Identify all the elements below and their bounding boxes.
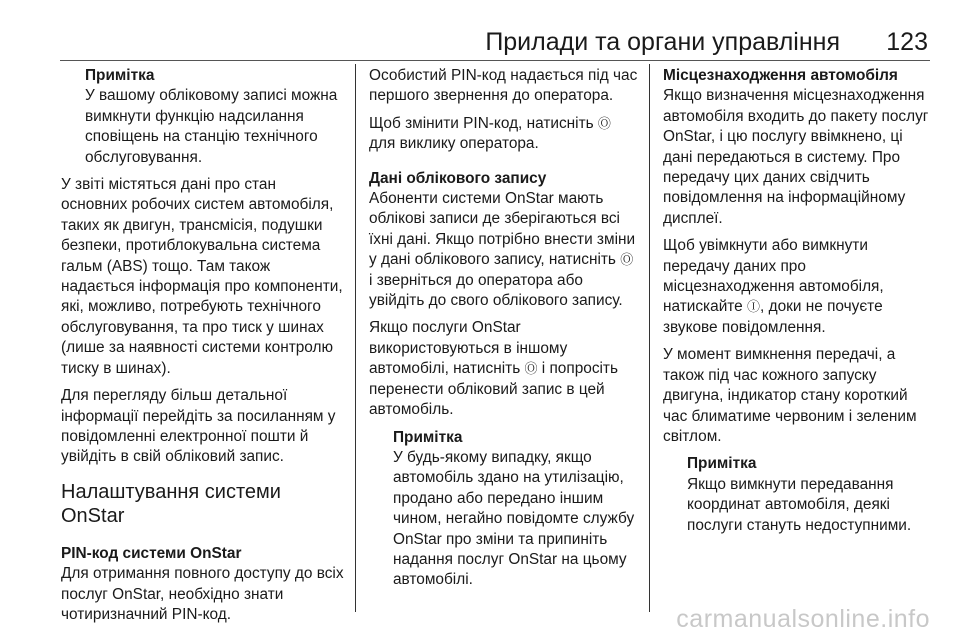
note-box	[663, 454, 933, 536]
text-run: Щоб увімкнути або вимкнути передачу даних про місцезнаходження автомобіля, натискайте	[663, 237, 884, 316]
paragraph	[369, 318, 639, 420]
paragraph: Для отримання повного доступу до всіх послуг OnStar, необхідно знати чотиризначний PIN-код.	[61, 565, 344, 623]
paragraph	[663, 236, 933, 338]
note-body: У вашому обліковому записі можна вимкнути функцію надсилання сповіщень на станцію технічного обслуговування.	[85, 87, 338, 166]
column-3	[663, 66, 933, 543]
text-run: і попросіть перенести обліковий запис в цей автомобіль.	[369, 360, 619, 419]
onstar-button-icon: Ⓞ	[524, 361, 538, 377]
note-title: Примітка	[393, 428, 463, 446]
paragraph: У момент вимкнення передачі, а також під час кожного запуску двигуна, індикатор стану короткий час блиматиме червоним і зеленим світлом.	[663, 346, 917, 445]
note-box	[61, 66, 345, 168]
onstar-button-icon: Ⓞ	[620, 252, 634, 268]
onstar-button-icon: Ⓞ	[597, 115, 611, 131]
text-run: Щоб змінити PIN-код, натисніть	[369, 114, 598, 132]
page-header	[60, 22, 930, 62]
watermark: carmanualsonline.info	[676, 605, 930, 633]
note-title: Примітка	[687, 455, 757, 473]
paragraph: У звіті містяться дані про стан основних робочих систем автомобіля, таких як двигун, трансмісія, подушки безпеки, протиблокувальна система гальм (ABS) тощо. Там також надається інформація про компоненти, які, можливо, потребують технічного обслуговування, та про тиск у шинах (лише за наявності системи контролю тиску в шинах).	[61, 176, 343, 377]
text-run: Якщо послуги OnStar використовуються в іншому автомобілі, натисніть	[369, 319, 568, 378]
paragraph	[369, 114, 639, 155]
text-run: для виклику оператора.	[369, 135, 539, 153]
paragraph: Особистий PIN-код надається під час першого звернення до оператора.	[369, 67, 638, 105]
note-body: Якщо вимкнути передавання координат автомобіля, деякі послуги стануть недоступними.	[687, 475, 912, 534]
subheading: Дані облікового запису	[369, 169, 547, 187]
column-divider-1	[355, 64, 356, 612]
privacy-button-icon: Ⓘ	[747, 299, 761, 315]
note-title: Примітка	[85, 67, 155, 84]
column-divider-2	[649, 64, 650, 612]
column-2	[369, 66, 639, 598]
header-divider	[60, 60, 930, 61]
page-title: Прилади та органи управління	[485, 28, 840, 56]
page-number: 123	[886, 28, 928, 56]
text-run: Абоненти системи OnStar мають облікові записи де зберігаються всі їхні дані. Якщо потрібно внести зміни у дані облікового запису, натисніть	[369, 190, 636, 269]
paragraph	[369, 189, 639, 311]
note-box	[369, 428, 639, 591]
section-heading: Налаштування системи OnStar	[61, 480, 281, 527]
text-run: і зверніться до оператора або увійдіть до свого облікового запису.	[369, 271, 623, 310]
column-1	[61, 66, 345, 632]
subheading: Місцезнаходження автомобіля	[663, 67, 898, 84]
text-run: , доки не почуєте звукове повідомлення.	[663, 298, 883, 336]
paragraph: Для перегляду більш детальної інформації перейдіть за посиланням у повідомленні електронної пошти й увійдіть в свій обліковий запис.	[61, 387, 336, 466]
subheading: PIN-код системи OnStar	[61, 544, 242, 562]
paragraph: Якщо визначення місцезнаходження автомобіля входить до пакету послуг OnStar, і цю послугу ввімкнено, ці дані передаються в систему. Про передачу цих даних свідчить повідомлення на інформаційному дисплеї.	[663, 87, 929, 227]
note-body: У будь-якому випадку, якщо автомобіль здано на утилізацію, продано або передано іншим чином, негайно повідомте службу OnStar про зміни та припиніть надання послуг OnStar на цьому автомобілі.	[393, 448, 635, 589]
